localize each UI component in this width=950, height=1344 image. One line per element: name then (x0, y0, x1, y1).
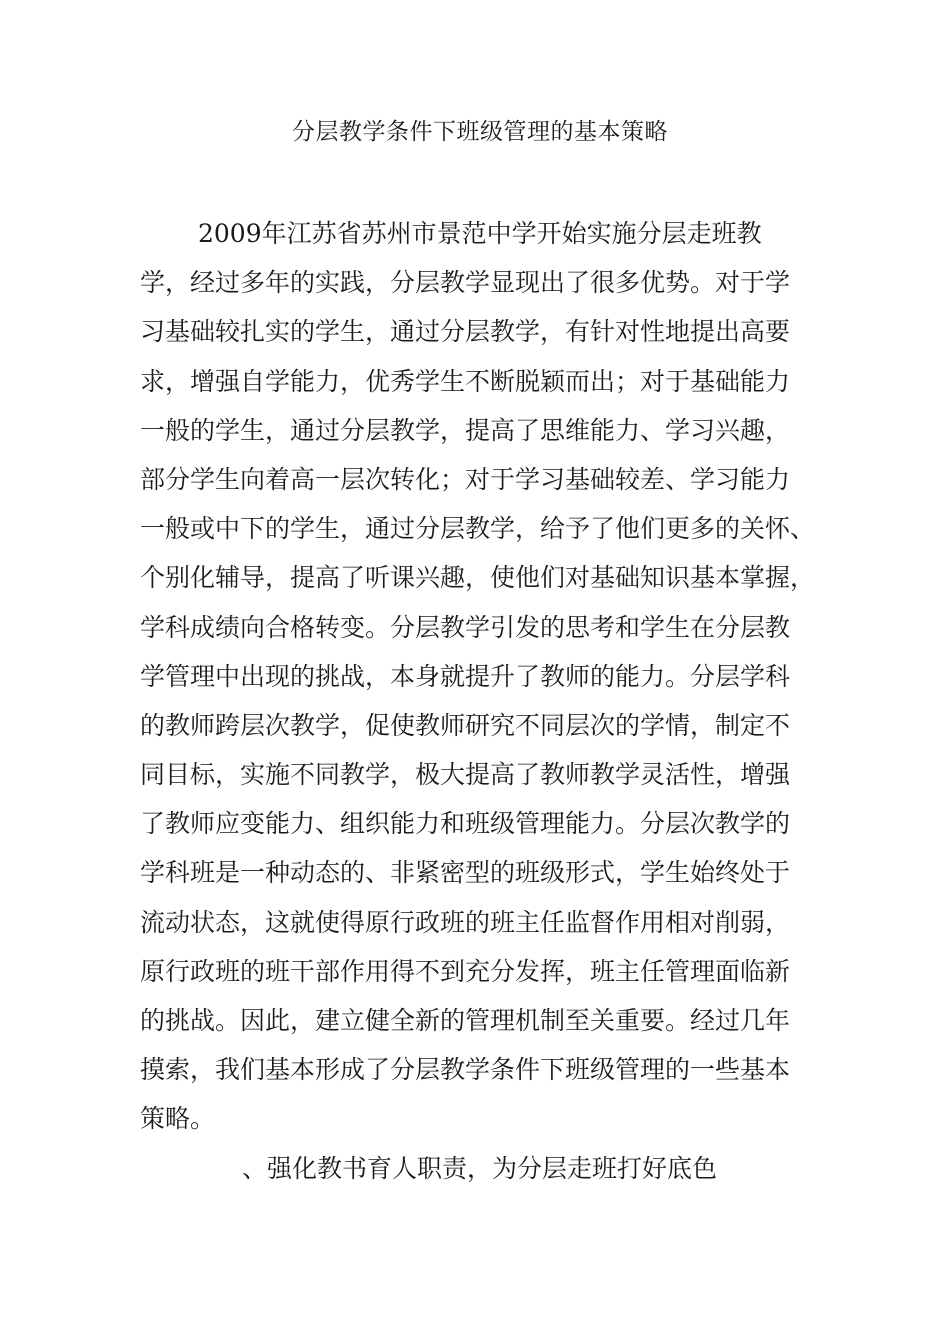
paragraph-line: 个别化辅导，提高了听课兴趣，使他们对基础知识基本掌握， (140, 563, 816, 593)
paragraph-line: 一般的学生，通过分层教学，提高了思维能力、学习兴趣， (140, 415, 791, 445)
paragraph-line: 原行政班的班干部作用得不到充分发挥，班主任管理面临新 (140, 956, 791, 986)
paragraph-line: 学，经过多年的实践，分层教学显现出了很多优势。对于学 (140, 268, 791, 298)
page-title: 分层教学条件下班级管理的基本策略 (292, 119, 668, 145)
body-text (140, 209, 830, 1193)
paragraph-line: 摸索，我们基本形成了分层教学条件下班级管理的一些基本 (140, 1055, 791, 1085)
paragraph-line: 求，增强自学能力，优秀学生不断脱颖而出；对于基础能力 (140, 366, 791, 396)
paragraph-line: 的教师跨层次教学，促使教师研究不同层次的学情，制定不 (140, 710, 791, 740)
paragraph-line: 2009年江苏省苏州市景范中学开始实施分层走班教 (198, 219, 762, 248)
paragraph-line: 学科成绩向合格转变。分层教学引发的思考和学生在分层教 (140, 612, 791, 642)
paragraph-line: 的挑战。因此，建立健全新的管理机制至关重要。经过几年 (140, 1006, 791, 1035)
paragraph-line: 策略。 (140, 1104, 216, 1134)
paragraph-line: 部分学生向着高一层次转化；对于学习基础较差、学习能力 (140, 464, 791, 494)
paragraph-line: 学管理中出现的挑战，本身就提升了教师的能力。分层学科 (140, 661, 791, 691)
paragraph-line: 学科班是一种动态的、非紧密型的班级形式，学生始终处于 (140, 858, 791, 888)
paragraph-line: 同目标，实施不同教学，极大提高了教师教学灵活性，增强 (140, 760, 791, 790)
paragraph-line: 一般或中下的学生，通过分层教学，给予了他们更多的关怀、 (140, 514, 816, 544)
section-heading: 、强化教书育人职责，为分层走班打好底色 (242, 1153, 718, 1183)
paragraph-line: 流动状态，这就使得原行政班的班主任监督作用相对削弱， (140, 907, 791, 937)
paragraph-line: 了教师应变能力、组织能力和班级管理能力。分层次教学的 (140, 809, 791, 839)
paragraph-line: 习基础较扎实的学生，通过分层教学，有针对性地提出高要 (140, 317, 791, 347)
